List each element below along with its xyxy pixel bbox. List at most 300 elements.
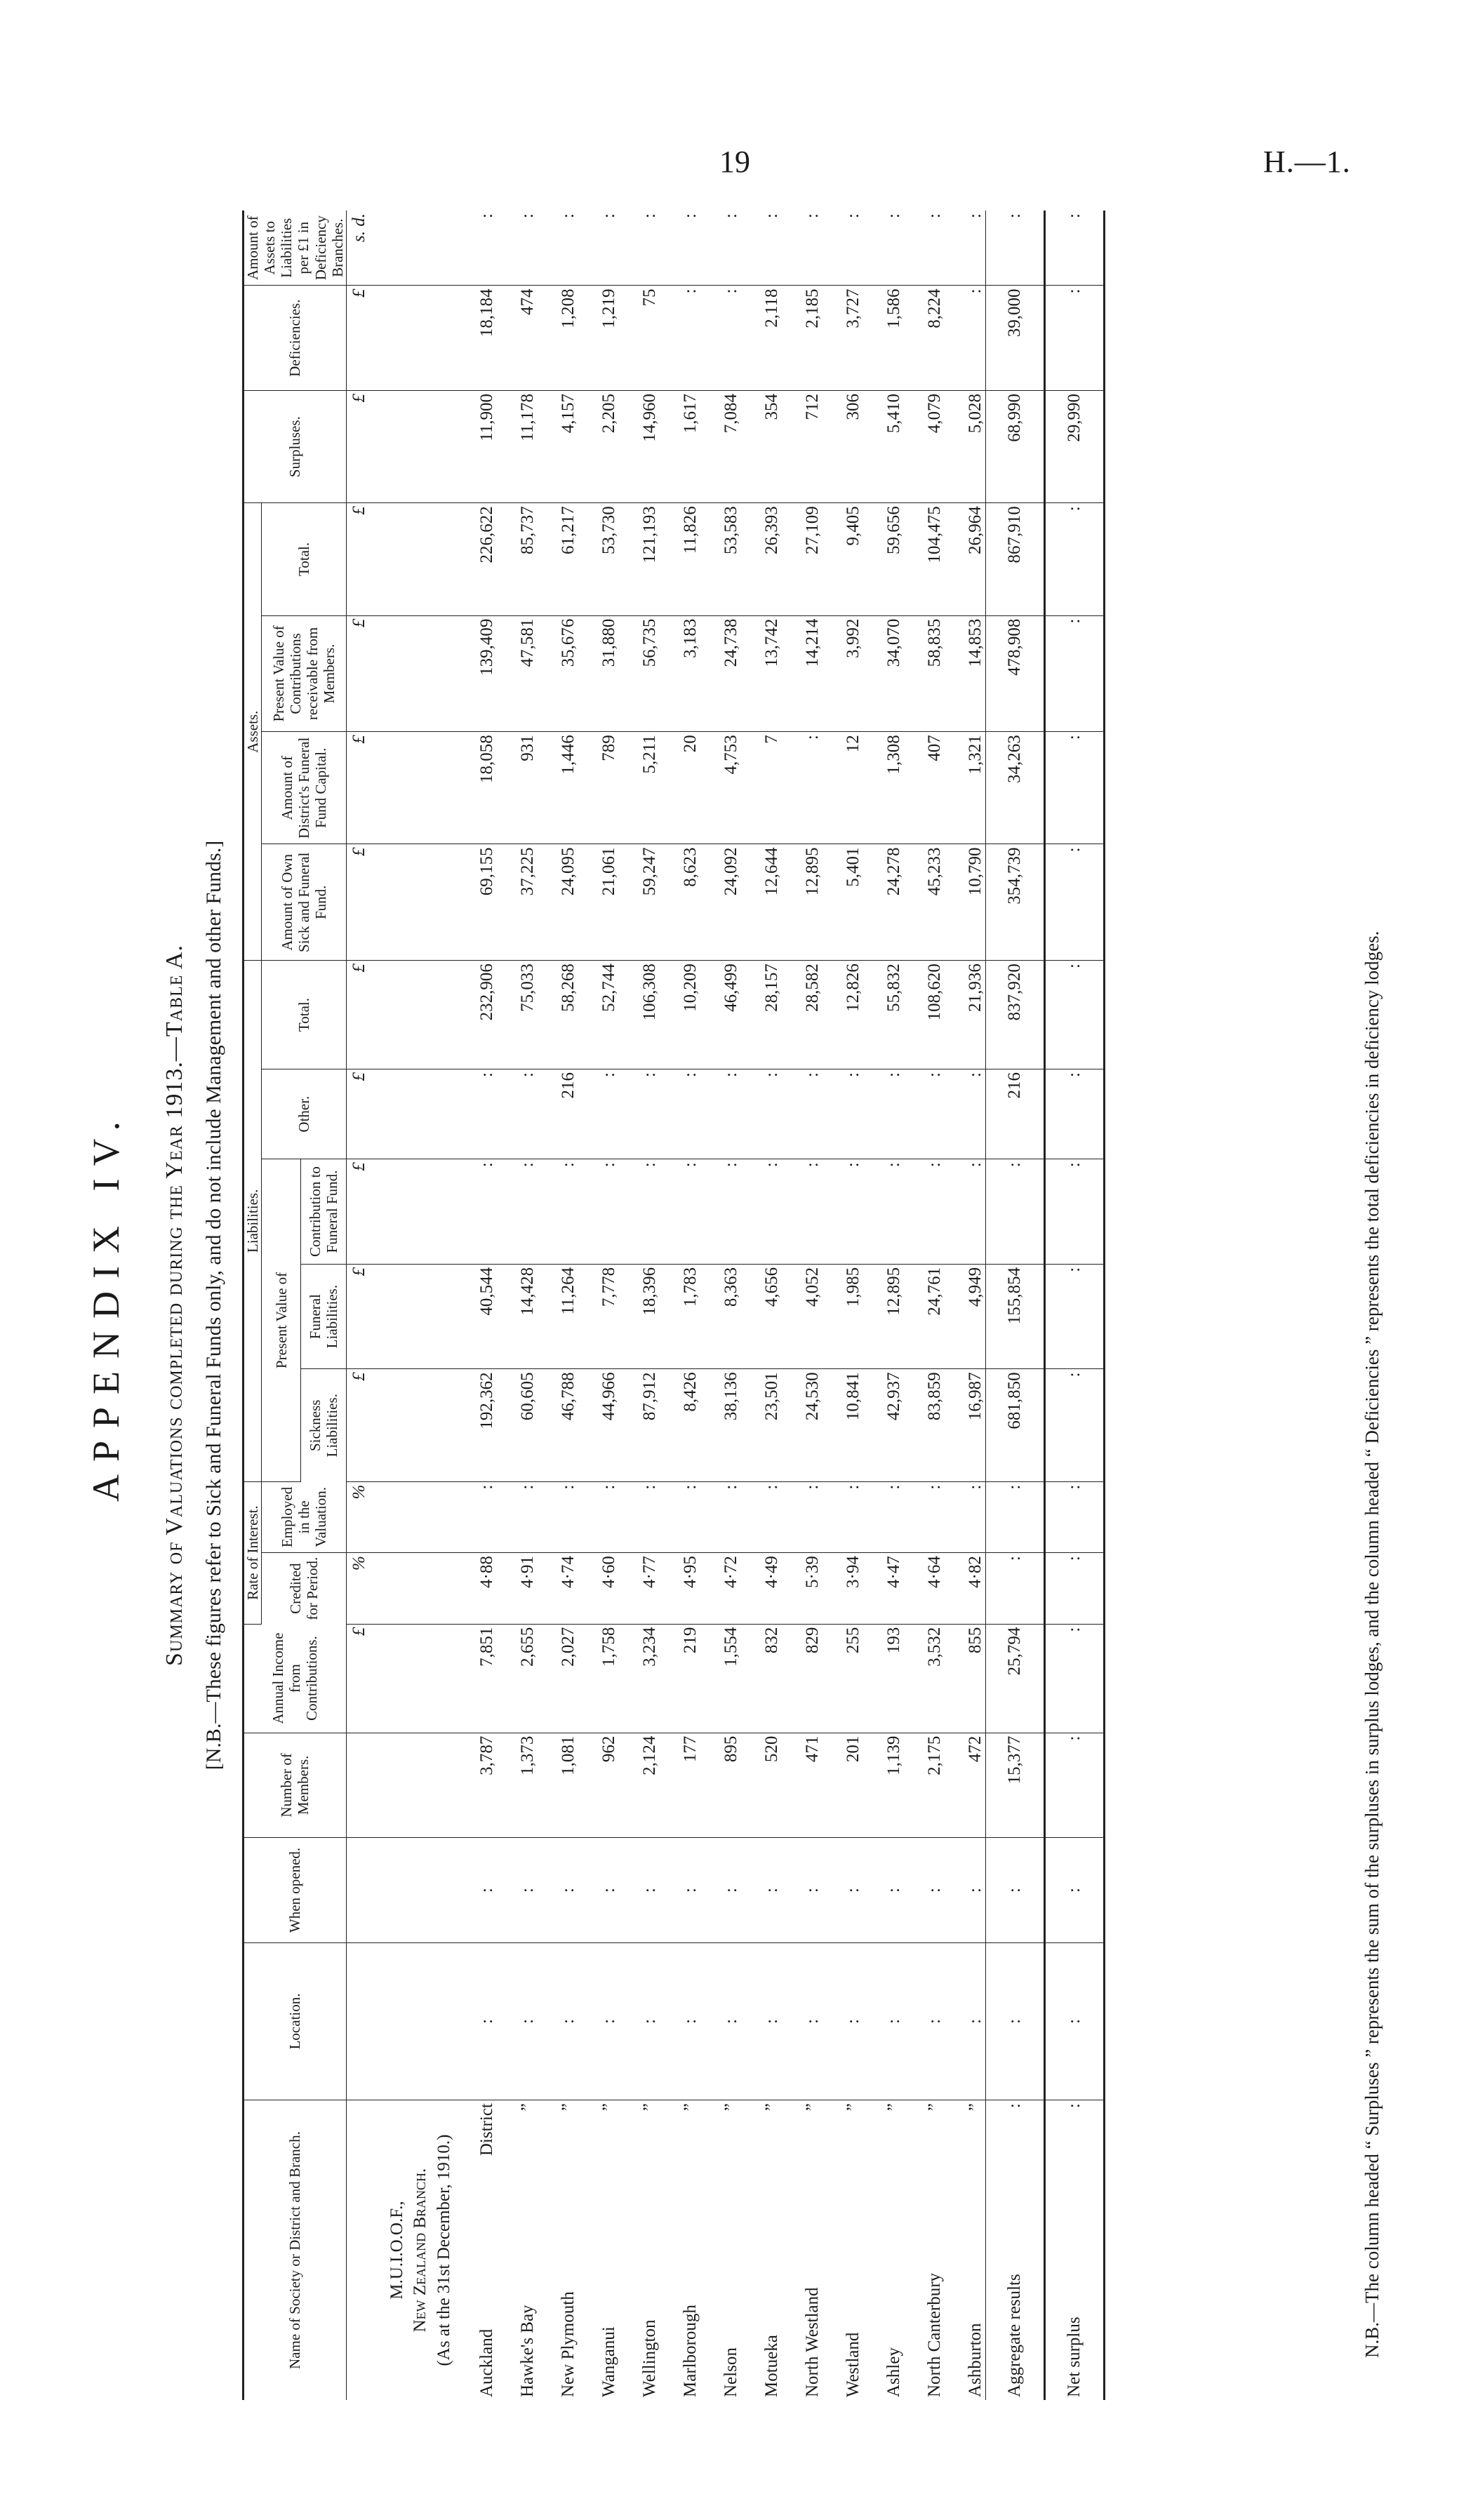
cell-surpluses: 1,617 (660, 391, 700, 503)
unit-cell: % (346, 1553, 372, 1625)
empty-cell (372, 1624, 456, 1733)
table-row (945, 211, 986, 2400)
empty-cell (372, 1838, 456, 1943)
empty-cell (372, 732, 456, 844)
net-surplus-row (1044, 211, 1104, 2400)
cell-rate-credited: 4·72 (700, 1553, 741, 1625)
header-when-opened: When opened. (244, 1838, 347, 1943)
unit-cell: s. d. (346, 211, 372, 286)
row-name: North Westland (802, 2287, 822, 2397)
cell-funeral: 8,363 (700, 1264, 741, 1369)
cell-sickness: 46,788 (538, 1369, 578, 1481)
empty-cell (372, 211, 456, 286)
cell-surpluses: 7,084 (700, 391, 741, 503)
cell-when-opened: : (945, 1838, 986, 1943)
unit-cell: £ (346, 1069, 372, 1159)
table-row (741, 211, 782, 2400)
header-district-capital: Amount of District's Funeral Fund Capital. (262, 732, 347, 844)
header-funeral: Funeral Liabilities. (301, 1264, 347, 1369)
cell-district-capital: 1,308 (863, 732, 904, 844)
cell-members: 15,377 (985, 1733, 1044, 1838)
cell-other: : (822, 1069, 863, 1159)
cell-contribution-funeral: : (945, 1159, 986, 1265)
unit-cell: £ (346, 1159, 372, 1265)
cell-liab-total: 58,268 (538, 961, 578, 1069)
header-own-fund: Amount of Own Sick and Funeral Fund. (262, 844, 347, 961)
cell-present-value-contrib: 14,853 (945, 615, 986, 732)
cell-rate-credited: 3·94 (822, 1553, 863, 1625)
cell-liab-total: 28,157 (741, 961, 782, 1069)
cell-per-pound: : (863, 211, 904, 286)
table-title: Summary of Valuations completed during the Year 1913.—Table A. (161, 945, 187, 1666)
cell-funeral: : (1044, 1264, 1104, 1369)
cell-contributions: 3,234 (619, 1624, 660, 1733)
cell-assets-total: 9,405 (822, 503, 863, 615)
cell-present-value-contrib: 3,992 (822, 615, 863, 732)
row-name: Ashburton (965, 2323, 985, 2397)
empty-cell (372, 1069, 456, 1159)
cell-members: 1,081 (538, 1733, 578, 1838)
cell-funeral: 24,761 (904, 1264, 945, 1369)
cell-deficiencies: 474 (497, 286, 538, 391)
cell-deficiencies: 2,185 (782, 286, 822, 391)
cell-assets-total: 121,193 (619, 503, 660, 615)
cell-liab-total: 12,826 (822, 961, 863, 1069)
table-row (782, 211, 822, 2400)
row-suffix: ” (965, 2103, 985, 2112)
cell-per-pound: : (456, 211, 497, 286)
cell-sickness: 38,136 (700, 1369, 741, 1481)
cell-sickness: 44,966 (578, 1369, 619, 1481)
cell-surpluses: 11,178 (497, 391, 538, 503)
header-contributions: Annual Income from Contributions. (244, 1624, 347, 1733)
cell-funeral: 7,778 (578, 1264, 619, 1369)
row-name-cell (945, 2100, 986, 2400)
cell-liab-total: 21,936 (945, 961, 986, 1069)
cell-funeral: 1,985 (822, 1264, 863, 1369)
cell-district-capital: 1,446 (538, 732, 578, 844)
cell-other: : (497, 1069, 538, 1159)
cell-district-capital: 789 (578, 732, 619, 844)
cell-other: : (945, 1069, 986, 1159)
unit-cell: £ (346, 615, 372, 732)
cell-contribution-funeral: : (700, 1159, 741, 1265)
cell-rate-employed: : (985, 1481, 1044, 1553)
row-suffix: ” (517, 2103, 537, 2112)
cell-contribution-funeral: : (497, 1159, 538, 1265)
cell-members: 895 (700, 1733, 741, 1838)
cell-rate-credited: 4·60 (578, 1553, 619, 1625)
cell-rate-credited: 5·39 (782, 1553, 822, 1625)
unit-cell: £ (346, 1624, 372, 1733)
cell-rate-employed: : (660, 1481, 700, 1553)
cell-per-pound: : (700, 211, 741, 286)
cell-present-value-contrib: 31,880 (578, 615, 619, 732)
cell-surpluses: 306 (822, 391, 863, 503)
table-row (904, 211, 945, 2400)
cell-liab-total: 46,499 (700, 961, 741, 1069)
cell-rate-credited: : (1044, 1553, 1104, 1625)
cell-rate-employed: : (619, 1481, 660, 1553)
row-name: Aggregate results (1004, 2274, 1024, 2397)
cell-location: : (619, 1942, 660, 2100)
row-suffix: ” (843, 2103, 862, 2112)
row-name-cell (578, 2100, 619, 2400)
cell-location: : (497, 1942, 538, 2100)
cell-other: : (619, 1069, 660, 1159)
header-assets-total: Total. (262, 503, 347, 615)
cell-funeral: 4,052 (782, 1264, 822, 1369)
cell-rate-credited: 4·82 (945, 1553, 986, 1625)
cell-per-pound: : (985, 211, 1044, 286)
row-name: Auckland (477, 2328, 496, 2397)
cell-other: : (456, 1069, 497, 1159)
cell-funeral: 14,428 (497, 1264, 538, 1369)
header-present-value-contributions: Present Value of Contributions receivable from Members. (262, 615, 347, 732)
header-members: Number of Members. (244, 1733, 347, 1838)
cell-contributions: 855 (945, 1624, 986, 1733)
cell-district-capital: 5,211 (619, 732, 660, 844)
cell-sickness: 192,362 (456, 1369, 497, 1481)
cell-members: 2,124 (619, 1733, 660, 1838)
cell-sickness: 23,501 (741, 1369, 782, 1481)
cell-when-opened: : (822, 1838, 863, 1943)
cell-contributions: 219 (660, 1624, 700, 1733)
cell-rate-credited: 4·64 (904, 1553, 945, 1625)
empty-cell (372, 1553, 456, 1625)
cell-own-fund: 69,155 (456, 844, 497, 961)
cell-assets-total: 26,393 (741, 503, 782, 615)
cell-assets-total: 53,583 (700, 503, 741, 615)
cell-district-capital: 20 (660, 732, 700, 844)
header-location: Location. (244, 1942, 347, 2100)
cell-surpluses: 2,205 (578, 391, 619, 503)
cell-when-opened: : (741, 1838, 782, 1943)
cell-rate-employed: : (456, 1481, 497, 1553)
row-name-cell (904, 2100, 945, 2400)
cell-when-opened: : (619, 1838, 660, 1943)
cell-surpluses: 68,990 (985, 391, 1044, 503)
cell-rate-credited: : (985, 1553, 1044, 1625)
cell-other: : (741, 1069, 782, 1159)
cell-per-pound: : (741, 211, 782, 286)
row-name-cell (538, 2100, 578, 2400)
cell-own-fund: 8,623 (660, 844, 700, 961)
cell-contribution-funeral: : (985, 1159, 1044, 1265)
table-row (863, 211, 904, 2400)
cell-location: : (863, 1942, 904, 2100)
row-suffix: ” (599, 2103, 618, 2112)
cell-assets-total: 61,217 (538, 503, 578, 615)
cell-rate-employed: : (578, 1481, 619, 1553)
header-other: Other. (262, 1069, 347, 1159)
cell-present-value-contrib: : (1044, 615, 1104, 732)
cell-rate-employed: : (822, 1481, 863, 1553)
unit-cell: £ (346, 391, 372, 503)
cell-location: : (700, 1942, 741, 2100)
cell-sickness: 681,850 (985, 1369, 1044, 1481)
cell-assets-total: 104,475 (904, 503, 945, 615)
header-rate-credited: Credited for Period. (262, 1553, 347, 1625)
row-suffix: ” (761, 2103, 781, 2112)
row-suffix: ” (721, 2103, 740, 2112)
cell-location: : (741, 1942, 782, 2100)
cell-members: 201 (822, 1733, 863, 1838)
cell-rate-employed: : (863, 1481, 904, 1553)
row-name-cell (985, 2100, 1044, 2400)
row-name-cell (497, 2100, 538, 2400)
cell-other: : (1044, 1069, 1104, 1159)
cell-rate-employed: : (945, 1481, 986, 1553)
units-row (346, 211, 372, 2400)
cell-deficiencies: 18,184 (456, 286, 497, 391)
cell-members: 1,139 (863, 1733, 904, 1838)
cell-surpluses: 14,960 (619, 391, 660, 503)
cell-own-fund: 24,278 (863, 844, 904, 961)
row-name-cell (741, 2100, 782, 2400)
row-name-cell (619, 2100, 660, 2400)
row-name-cell (782, 2100, 822, 2400)
header-present-value-group: Present Value of (262, 1159, 301, 1481)
cell-rate-employed: : (782, 1481, 822, 1553)
cell-contributions: 3,532 (904, 1624, 945, 1733)
header-per-pound: Amount of Assets to Liabilities per £1 in Deficiency Branches. (244, 211, 347, 286)
cell-sickness: 10,841 (822, 1369, 863, 1481)
cell-contributions: 25,794 (985, 1624, 1044, 1733)
unit-cell (346, 1838, 372, 1943)
row-leader-dots: : (1004, 2103, 1024, 2109)
table-row (619, 211, 660, 2400)
cell-own-fund: 5,401 (822, 844, 863, 961)
cell-per-pound: : (1044, 211, 1104, 286)
cell-deficiencies: 39,000 (985, 286, 1044, 391)
cell-assets-total: 226,622 (456, 503, 497, 615)
cell-contribution-funeral: : (782, 1159, 822, 1265)
cell-when-opened: : (456, 1838, 497, 1943)
unit-cell: £ (346, 1369, 372, 1481)
row-suffix: ” (884, 2103, 903, 2112)
cell-district-capital: 34,263 (985, 732, 1044, 844)
cell-when-opened: : (1044, 1838, 1104, 1943)
cell-other: : (904, 1069, 945, 1159)
header-liabilities-total: Total. (262, 961, 347, 1069)
cell-contribution-funeral: : (578, 1159, 619, 1265)
cell-contributions: 829 (782, 1624, 822, 1733)
society-branch: New Zealand Branch. (411, 2168, 430, 2333)
cell-assets-total: 59,656 (863, 503, 904, 615)
cell-present-value-contrib: 34,070 (863, 615, 904, 732)
empty-cell (372, 1264, 456, 1369)
cell-other: 216 (985, 1069, 1044, 1159)
cell-present-value-contrib: 24,738 (700, 615, 741, 732)
cell-district-capital: 407 (904, 732, 945, 844)
row-name: Hawke's Bay (517, 2305, 537, 2397)
cell-contribution-funeral: : (538, 1159, 578, 1265)
cell-contributions: 1,758 (578, 1624, 619, 1733)
header-surpluses: Surpluses. (244, 391, 347, 503)
cell-own-fund: 37,225 (497, 844, 538, 961)
cell-district-capital: : (782, 732, 822, 844)
cell-rate-employed: : (904, 1481, 945, 1553)
empty-cell (372, 1369, 456, 1481)
page-number: 19 (719, 145, 750, 179)
document-reference: H.—1. (1263, 145, 1351, 179)
cell-liab-total: 28,582 (782, 961, 822, 1069)
cell-surpluses: 712 (782, 391, 822, 503)
cell-assets-total: : (1044, 503, 1104, 615)
cell-when-opened: : (985, 1838, 1044, 1943)
header-rate-group: Rate of Interest. (244, 1481, 262, 1624)
cell-when-opened: : (538, 1838, 578, 1943)
cell-present-value-contrib: 478,908 (985, 615, 1044, 732)
row-suffix: ” (639, 2103, 659, 2112)
cell-other: : (578, 1069, 619, 1159)
cell-district-capital: : (1044, 732, 1104, 844)
cell-assets-total: 27,109 (782, 503, 822, 615)
cell-per-pound: : (619, 211, 660, 286)
cell-sickness: 24,530 (782, 1369, 822, 1481)
cell-location: : (660, 1942, 700, 2100)
row-name: Marlborough (680, 2305, 700, 2397)
table-row (578, 211, 619, 2400)
empty-cell (372, 1159, 456, 1265)
cell-assets-total: 26,964 (945, 503, 986, 615)
cell-members: 177 (660, 1733, 700, 1838)
cell-members: 471 (782, 1733, 822, 1838)
row-name: Net surplus (1064, 2316, 1084, 2397)
cell-assets-total: 11,826 (660, 503, 700, 615)
cell-assets-total: 85,737 (497, 503, 538, 615)
cell-liab-total: 106,308 (619, 961, 660, 1069)
cell-surpluses: 4,079 (904, 391, 945, 503)
unit-cell (346, 1733, 372, 1838)
cell-contributions: 193 (863, 1624, 904, 1733)
cell-members: 1,373 (497, 1733, 538, 1838)
society-name: M.U.I.O.O.F., (387, 2201, 406, 2300)
cell-liab-total: : (1044, 961, 1104, 1069)
cell-rate-employed: : (1044, 1481, 1104, 1553)
cell-contributions: 255 (822, 1624, 863, 1733)
cell-deficiencies: : (945, 286, 986, 391)
cell-liab-total: 75,033 (497, 961, 538, 1069)
cell-district-capital: 12 (822, 732, 863, 844)
cell-rate-credited: 4·49 (741, 1553, 782, 1625)
cell-rate-credited: 4·74 (538, 1553, 578, 1625)
cell-own-fund: 24,095 (538, 844, 578, 961)
cell-members: 472 (945, 1733, 986, 1838)
empty-cell (372, 286, 456, 391)
cell-surpluses: 354 (741, 391, 782, 503)
cell-when-opened: : (904, 1838, 945, 1943)
unit-cell: % (346, 1481, 372, 1553)
cell-rate-credited: 4·77 (619, 1553, 660, 1625)
row-name: Motueka (761, 2335, 781, 2397)
header-liabilities-group: Liabilities. (244, 961, 262, 1482)
cell-deficiencies: 8,224 (904, 286, 945, 391)
cell-contribution-funeral: : (456, 1159, 497, 1265)
cell-assets-total: 53,730 (578, 503, 619, 615)
cell-sickness: 42,937 (863, 1369, 904, 1481)
header-name: Name of Society or District and Branch. (244, 2100, 347, 2400)
header-contribution-funeral: Contribution to Funeral Fund. (301, 1159, 347, 1265)
cell-contribution-funeral: : (863, 1159, 904, 1265)
cell-deficiencies: 2,118 (741, 286, 782, 391)
cell-funeral: 4,656 (741, 1264, 782, 1369)
cell-district-capital: 7 (741, 732, 782, 844)
cell-rate-employed: : (538, 1481, 578, 1553)
cell-deficiencies: 75 (619, 286, 660, 391)
cell-per-pound: : (782, 211, 822, 286)
row-name: North Canterbury (924, 2272, 944, 2397)
cell-own-fund: 354,739 (985, 844, 1044, 961)
appendix-title: APPENDIX IV. (85, 1108, 127, 1502)
cell-deficiencies: 1,208 (538, 286, 578, 391)
cell-contributions: 1,554 (700, 1624, 741, 1733)
empty-cell (372, 1942, 456, 2100)
cell-present-value-contrib: 14,214 (782, 615, 822, 732)
cell-own-fund: : (1044, 844, 1104, 961)
cell-funeral: 155,854 (985, 1264, 1044, 1369)
cell-rate-credited: 4·91 (497, 1553, 538, 1625)
society-as-at: (As at the 31st December, 1910.) (434, 2134, 454, 2366)
cell-own-fund: 12,895 (782, 844, 822, 961)
table-row (456, 211, 497, 2400)
cell-rate-credited: 4·88 (456, 1553, 497, 1625)
unit-cell: £ (346, 732, 372, 844)
unit-cell: £ (346, 961, 372, 1069)
cell-contributions: : (1044, 1624, 1104, 1733)
cell-location: : (985, 1942, 1044, 2100)
footnote: N.B.—The column headed “ Surpluses ” represents the sum of the surpluses in surplus lodges, and the column headed “ Deficiencies ” represents the total deficiencies in deficiency lodges. (1361, 931, 1383, 2358)
unit-cell: £ (346, 844, 372, 961)
aggregate-row (985, 211, 1044, 2400)
row-name: Westland (843, 2332, 862, 2397)
cell-contribution-funeral: : (1044, 1159, 1104, 1265)
cell-contributions: 7,851 (456, 1624, 497, 1733)
cell-funeral: 11,264 (538, 1264, 578, 1369)
cell-present-value-contrib: 56,735 (619, 615, 660, 732)
row-suffix: ” (802, 2103, 822, 2112)
row-leader-dots: : (1064, 2103, 1084, 2109)
cell-own-fund: 10,790 (945, 844, 986, 961)
cell-surpluses: 5,410 (863, 391, 904, 503)
empty-cell (372, 844, 456, 961)
cell-other: 216 (538, 1069, 578, 1159)
cell-own-fund: 12,644 (741, 844, 782, 961)
header-rate-employed: Employed in the Valuation. (262, 1481, 347, 1553)
cell-liab-total: 232,906 (456, 961, 497, 1069)
cell-other: : (700, 1069, 741, 1159)
cell-deficiencies: : (660, 286, 700, 391)
cell-members: 3,787 (456, 1733, 497, 1838)
cell-per-pound: : (538, 211, 578, 286)
cell-surpluses: 5,028 (945, 391, 986, 503)
empty-cell (372, 391, 456, 503)
valuation-summary-table (242, 211, 1105, 2400)
cell-present-value-contrib: 3,183 (660, 615, 700, 732)
empty-cell (372, 1733, 456, 1838)
row-name-cell (700, 2100, 741, 2400)
cell-sickness: 83,859 (904, 1369, 945, 1481)
cell-when-opened: : (863, 1838, 904, 1943)
cell-other: : (782, 1069, 822, 1159)
table-row (700, 211, 741, 2400)
cell-rate-employed: : (741, 1481, 782, 1553)
row-name-cell (660, 2100, 700, 2400)
cell-funeral: 1,783 (660, 1264, 700, 1369)
cell-location: : (782, 1942, 822, 2100)
unit-cell: £ (346, 286, 372, 391)
